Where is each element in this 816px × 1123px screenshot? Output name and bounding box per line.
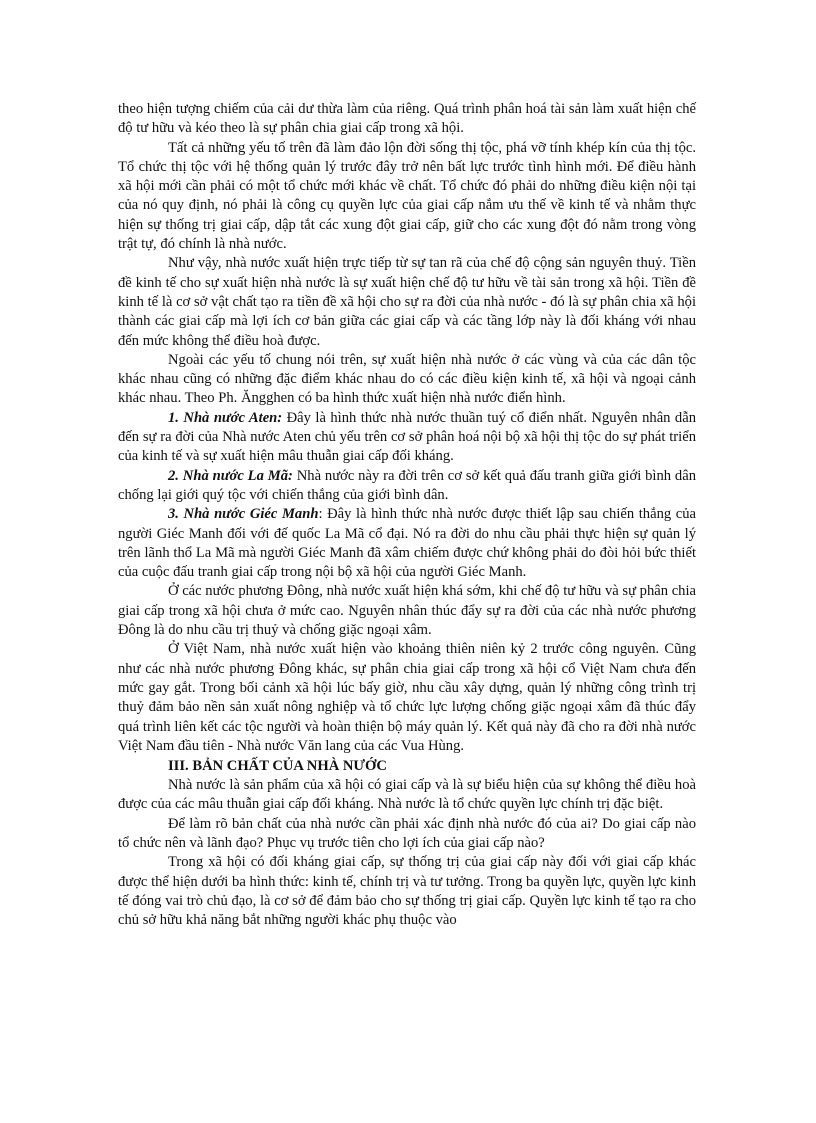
paragraph-giec-manh (118, 505, 696, 582)
paragraph-10: Nhà nước là sản phẩm của xã hội có giai cấp và là sự biểu hiện của sự không thể điều hoà được của các mâu thuẫn giai cấp đối kháng. Nhà nước là tổ chức quyền lực chính trị đặc biệt. (118, 777, 696, 813)
paragraph-la-ma (118, 467, 696, 506)
paragraph-11: Để làm rõ bản chất của nhà nước cần phải xác định nhà nước đó của ai? Do giai cấp nào tổ chức nên và lãnh đạo? Phục vụ trước tiên cho lợi ích của giai cấp nào? (118, 815, 696, 851)
aten-text: Đây là hình thức nhà nước thuần tuý cổ điển nhất. Nguyên nhân dẫn đến sự ra đời của Nhà nước Aten chủ yếu trên cơ sở phân hoá nội bộ xã hội thị tộc do sự phát triển của kinh tế và sự xuất hiện mâu thuẫn giai cấp đối kháng. (118, 409, 696, 465)
paragraph-12: Trong xã hội có đối kháng giai cấp, sự thống trị của giai cấp này đối với giai cấp khác được thể hiện dưới ba hình thức: kinh tế, chính trị và tư tưởng. Trong ba quyền lực, quyền lực kinh tế đóng vai trò chủ đạo, là cơ sở để đảm bảo cho sự thống trị giai cấp. Quyền lực kinh tế tạo ra cho chủ sở hữu khả năng bắt những người khác phụ thuộc vào (118, 854, 696, 929)
aten-label: 1. Nhà nước Aten: (168, 409, 283, 426)
paragraph-2: Tất cả những yếu tố trên đã làm đảo lộn đời sống thị tộc, phá vỡ tính khép kín của thị tộc. Tổ chức thị tộc với hệ thống quản lý trước đây trở nên bất lực trước tình hình mới. Để điều hành xã hội mới cần phải có một tổ chức mới khác về chất. Tổ chức đó phải do những điều kiện nội tại của nó quy định, nó phải là công cụ quyền lực của giai cấp nắm ưu thế về kinh tế và nhằm thực hiện sự thống trị giai cấp, dập tắt các xung đột giai cấp, giữ cho các xung đột đó nằm trong vòng trật tự, đó chính là nhà nước. (118, 139, 696, 253)
section-heading: III. BẢN CHẤT CỦA NHÀ NƯỚC (168, 758, 387, 775)
paragraph-phuong-dong: Ở các nước phương Đông, nhà nước xuất hiện khá sớm, khi chế độ tư hữu và sự phân chia giai cấp trong xã hội chưa ở mức cao. Nguyên nhân thúc đẩy sự ra đời của các nhà nước phương Đông là do nhu cầu trị thuỷ và chống giặc ngoại xâm. (118, 583, 696, 639)
paragraph-1: theo hiện tượng chiếm của cải dư thừa làm của riêng. Quá trình phân hoá tài sản làm xuất hiện chế độ tư hữu và kéo theo là sự phân chia giai cấp trong xã hội. (118, 101, 696, 137)
la-ma-text: Nhà nước này ra đời trên cơ sở kết quả đấu tranh giữa giới bình dân chống lại giới quý tộc với chiến thắng của giới bình dân. (118, 467, 696, 503)
paragraph-3: Như vậy, nhà nước xuất hiện trực tiếp từ sự tan rã của chế độ cộng sản nguyên thuỷ. Tiền đề kinh tế cho sự xuất hiện nhà nước là sự xuất hiện chế độ tư hữu về tài sản trong xã hội. Tiền đề kinh tế là cơ sở vật chất tạo ra tiền đề xã hội cho sự ra đời của nhà nước - đó là sự phân chia xã hội thành các giai cấp mà lợi ích cơ bản giữa các giai cấp và các tầng lớp này là đối kháng với nhau đến mức không thể điều hoà được. (118, 255, 696, 349)
la-ma-label: 2. Nhà nước La Mã: (168, 467, 293, 484)
paragraph-aten (118, 409, 696, 467)
paragraph-viet-nam: Ở Việt Nam, nhà nước xuất hiện vào khoảng thiên niên kỷ 2 trước công nguyên. Cũng như các nhà nước phương Đông khác, sự phân chia giai cấp trong xã hội cổ Việt Nam chưa đến mức gay gắt. Trong bối cảnh xã hội lúc bấy giờ, nhu cầu xây dựng, quản lý những công trình trị thuỷ đảm bảo nền sản xuất nông nghiệp và tổ chức lực lượng chống giặc ngoại xâm đã thúc đẩy quá trình liên kết các tộc người và hoàn thiện bộ máy quản lý. Kết quả này đã cho ra đời nhà nước Việt Nam đầu tiên - Nhà nước Văn lang của các Vua Hùng. (118, 641, 696, 754)
paragraph-4: Ngoài các yếu tố chung nói trên, sự xuất hiện nhà nước ở các vùng và của các dân tộc khác nhau cũng có những đặc điểm khác nhau do có các điều kiện kinh tế, xã hội và ngoại cảnh khác nhau. Theo Ph. Ăngghen có ba hình thức xuất hiện nhà nước điển hình. (118, 351, 696, 407)
document-page (118, 100, 696, 930)
giec-manh-label: 3. Nhà nước Giéc Manh (168, 506, 319, 523)
giec-manh-text: : Đây là hình thức nhà nước được thiết lập sau chiến thắng của người Giéc Manh đối với đế quốc La Mã cổ đại. Nó ra đời do nhu cầu phải thực hiện sự quản lý trên lãnh thổ La Mã mà người Giéc Manh đã xâm chiếm được chứ không phải do đòi hỏi bức thiết của cuộc đấu tranh giai cấp trong nội bộ xã hội của người Giéc Manh. (118, 506, 697, 581)
